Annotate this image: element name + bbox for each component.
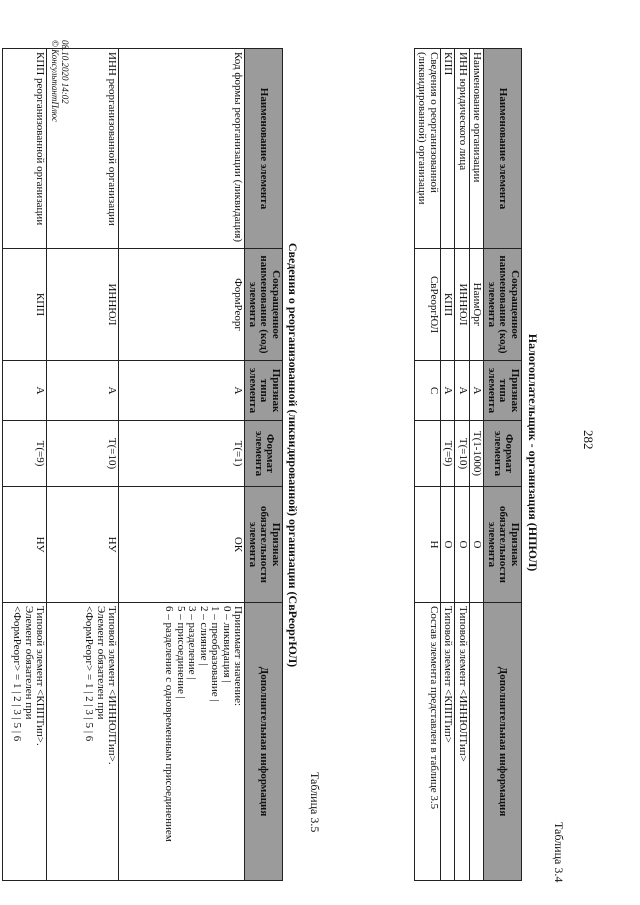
table-cell: T(=10) — [47, 421, 119, 487]
header-cell: Дополнительная информация — [484, 603, 522, 881]
table-row — [440, 49, 455, 881]
info-line: 5 – присоединение | — [174, 606, 187, 699]
table-cell — [3, 603, 47, 881]
table-cell — [119, 603, 245, 881]
table-cell: ИНН реорганизованной организации — [47, 49, 119, 249]
table-cell: T(1-1000) — [469, 421, 484, 487]
table-cell: СвРеоргЮЛ — [414, 249, 440, 361]
stamp-line: 08.10.2020 14:02 — [60, 40, 70, 104]
table-cell: НУ — [47, 487, 119, 603]
table-3-5 — [2, 48, 283, 881]
table-cell: ИННЮЛ — [47, 249, 119, 361]
info-line: 1 – преобразование | — [209, 606, 222, 702]
table-3-4-title: Налогоплательщик - организация (НПЮЛ) — [526, 333, 540, 572]
table-cell: НаимОрг — [469, 249, 484, 361]
info-line: Типовой элемент <ИННЮЛТип>. — [106, 606, 119, 765]
table-cell: Сведения о реорганизованной (ликвидированной) организации — [414, 49, 440, 249]
table-cell — [414, 421, 440, 487]
table-cell: А — [455, 361, 470, 421]
table-cell: Состав элемента представлен в таблице 3.5 — [414, 603, 440, 881]
table-cell: Наименование организации — [469, 49, 484, 249]
table-cell: T(=10) — [455, 421, 470, 487]
header-cell: Признак типа элемента — [484, 361, 522, 421]
table-cell — [47, 603, 119, 881]
table-cell: О — [469, 487, 484, 603]
table-3-5-caption: Таблица 3.5 — [308, 772, 322, 833]
header-cell: Формат элемента — [245, 421, 283, 487]
table-cell: T(=9) — [440, 421, 455, 487]
table-cell: КПП реорганизованной организации — [3, 49, 47, 249]
table-cell: А — [3, 361, 47, 421]
header-cell: Сокращенное наименование (код) элемента — [484, 249, 522, 361]
info-line: 6 – разделение с одновременным присоединением — [163, 606, 176, 842]
table-cell: Код формы реорганизации (ликвидация) — [119, 49, 245, 249]
table-cell: О — [455, 487, 470, 603]
table-row — [414, 49, 440, 881]
table-cell: T(=9) — [3, 421, 47, 487]
info-line: 3 – разделение | — [186, 606, 199, 680]
table-cell: А — [469, 361, 484, 421]
info-line: <ФормРеорг> = 1 | 2 | 3 | 5 | 6 — [11, 606, 24, 742]
table-cell: КПП — [440, 49, 455, 249]
table-cell: Н — [414, 487, 440, 603]
table-cell: А — [47, 361, 119, 421]
table-cell: С — [414, 361, 440, 421]
table-3-4 — [414, 48, 522, 881]
info-line: Принимает значение: — [232, 606, 245, 707]
table-row — [47, 49, 119, 881]
table-3-5-title: Сведения о реорганизованной (ликвидированной) организации (СвРеоргЮЛ) — [286, 242, 300, 668]
table-cell: А — [119, 361, 245, 421]
table-row — [469, 49, 484, 881]
table-header-row — [484, 49, 522, 881]
header-cell: Дополнительная информация — [245, 603, 283, 881]
table-cell: ФормРеорг — [119, 249, 245, 361]
table-row — [455, 49, 470, 881]
header-cell: Признак обязательности элемента — [245, 487, 283, 603]
table-cell: ИННЮЛ — [455, 249, 470, 361]
table-cell: Типовой элемент <ИННЮЛТип> — [455, 603, 470, 881]
print-stamp — [49, 40, 70, 122]
info-line: Элемент обязателен при — [22, 606, 35, 720]
table-header-row — [245, 49, 283, 881]
info-line: <ФормРеорг> = 1 | 2 | 3 | 5 | 6 — [83, 606, 96, 742]
info-line: 0 – ликвидация | — [220, 606, 233, 683]
table-cell: НУ — [3, 487, 47, 603]
stamp-line: © КонсультантПлюс — [49, 40, 60, 122]
header-cell: Формат элемента — [484, 421, 522, 487]
table-cell: Типовой элемент <КППТип> — [440, 603, 455, 881]
table-cell: КПП — [440, 249, 455, 361]
table-cell: ИНН юридического лица — [455, 49, 470, 249]
header-cell: Признак типа элемента — [245, 361, 283, 421]
table-cell: T(=1) — [119, 421, 245, 487]
page-number: 282 — [581, 430, 596, 450]
table-row — [119, 49, 245, 881]
header-cell: Наименование элемента — [484, 49, 522, 249]
table-cell: О — [440, 487, 455, 603]
table-cell: КПП — [3, 249, 47, 361]
info-line: Элемент обязателен при — [94, 606, 107, 720]
header-cell: Признак обязательности элемента — [484, 487, 522, 603]
table-cell: А — [440, 361, 455, 421]
table-row — [3, 49, 47, 881]
table-3-4-caption: Таблица 3.4 — [552, 822, 566, 883]
info-line: Типовой элемент <КППТип>. — [34, 606, 47, 746]
header-cell: Наименование элемента — [245, 49, 283, 249]
header-cell: Сокращенное наименование (код) элемента — [245, 249, 283, 361]
table-cell: ОК — [119, 487, 245, 603]
info-line: 2 – слияние | — [197, 606, 210, 666]
table-cell — [469, 603, 484, 881]
